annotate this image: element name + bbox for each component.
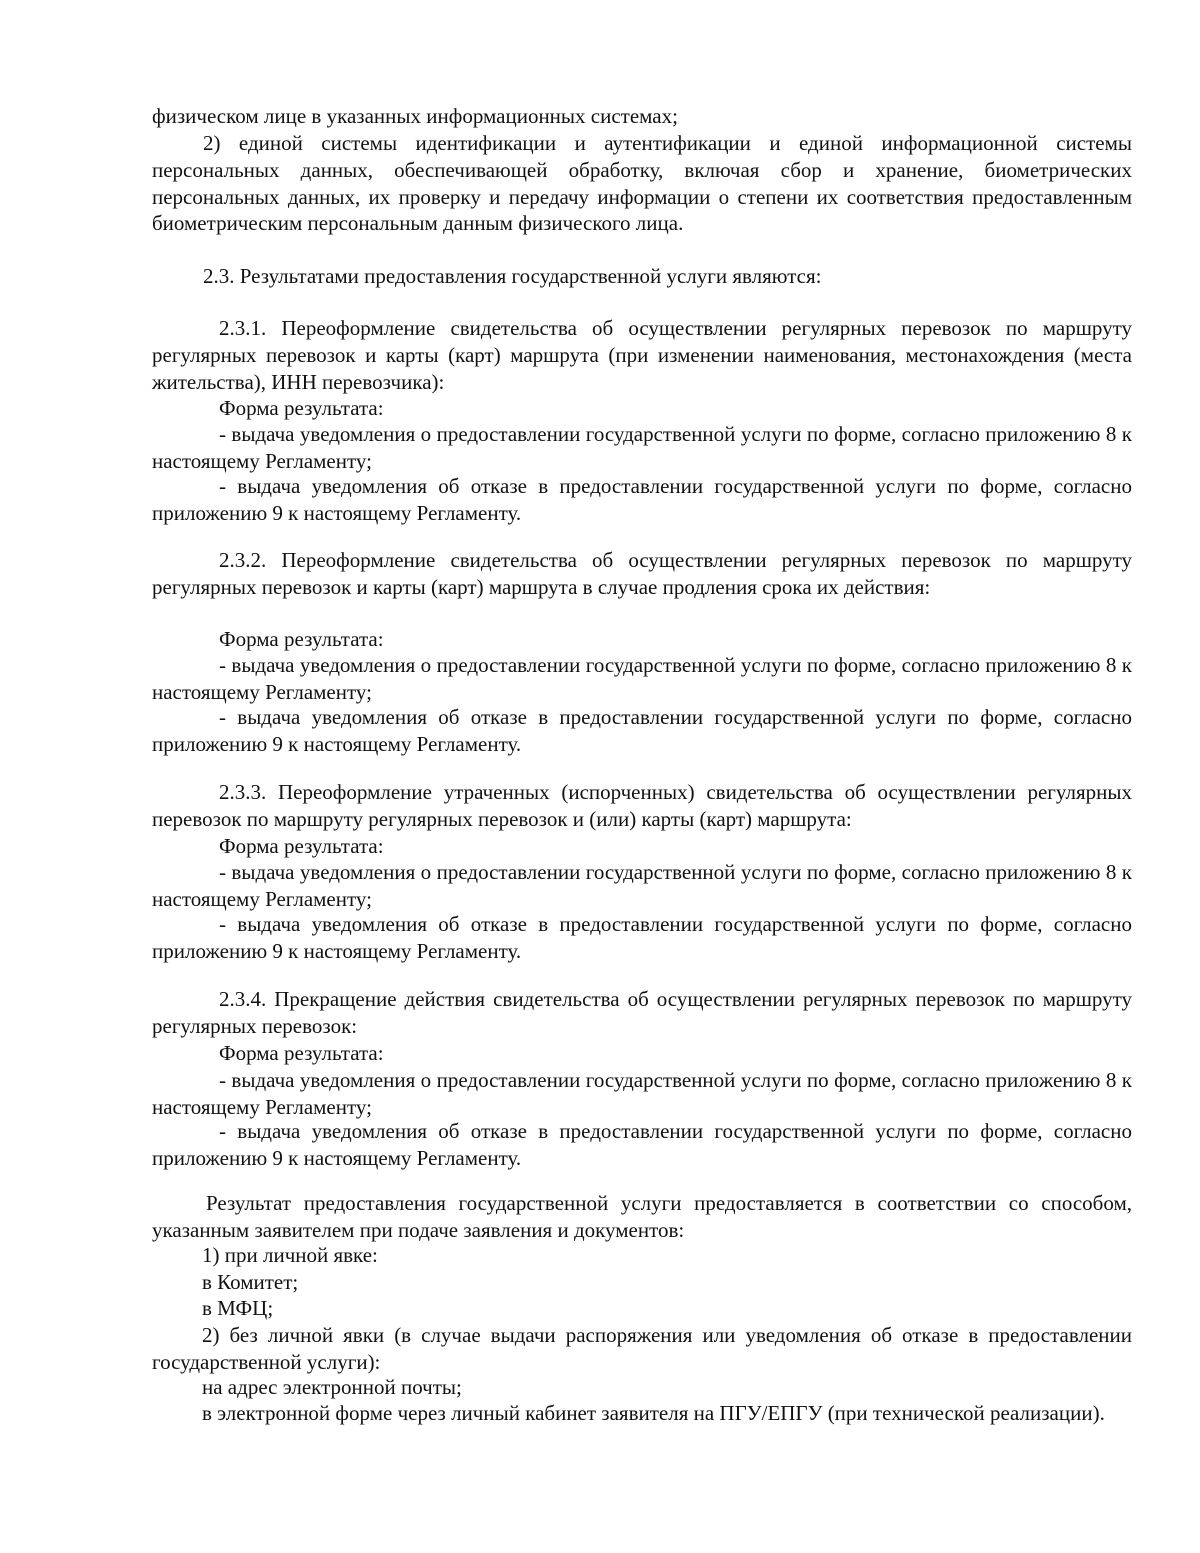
delivery-option-2: 2) без личной явки (в случае выдачи распоряжения или уведомления об отказе в предоставлении государственной услуги):	[152, 1323, 1132, 1374]
section-2-3-2: 2.3.2. Переоформление свидетельства об осуществлении регулярных перевозок по маршруту регулярных перевозок и карты (карт) маршрута в случае продления срока их действия:	[152, 548, 1132, 599]
section-2-3-1: 2.3.1. Переоформление свидетельства об осуществлении регулярных перевозок по маршруту регулярных перевозок и карты (карт) маршрута (при изменении наименования, местонахождения (места жительства), ИНН перевозчика):	[152, 316, 1132, 394]
result-notice-granted: - выдача уведомления о предоставлении государственной услуги по форме, согласно приложению 8 к настоящему Регламенту;	[152, 860, 1132, 911]
result-notice-refused: - выдача уведомления об отказе в предоставлении государственной услуги по форме, согласно приложению 9 к настоящему Регламенту.	[152, 705, 1132, 756]
result-notice-granted: - выдача уведомления о предоставлении государственной услуги по форме, согласно приложению 8 к настоящему Регламенту;	[152, 1068, 1132, 1119]
paragraph-item-2: 2) единой системы идентификации и аутентификации и единой информационной системы персональных данных, обеспечивающей обработку, включая сбор и хранение, биометрических персональных данных, их проверку и передачу информации о степени их соответствия предоставленным биометрическим персональным данным физического лица.	[152, 131, 1132, 236]
section-2-3-heading: 2.3. Результатами предоставления государственной услуги являются:	[203, 264, 822, 288]
result-notice-refused: - выдача уведомления об отказе в предоставлении государственной услуги по форме, согласно приложению 9 к настоящему Регламенту.	[152, 1119, 1132, 1170]
result-notice-refused: - выдача уведомления об отказе в предоставлении государственной услуги по форме, согласно приложению 9 к настоящему Регламенту.	[152, 912, 1132, 963]
form-result-label: Форма результата:	[219, 396, 384, 420]
section-2-3-4: 2.3.4. Прекращение действия свидетельства об осуществлении регулярных перевозок по маршруту регулярных перевозок:	[152, 987, 1132, 1038]
paragraph-continuation: физическом лице в указанных информационных системах;	[152, 104, 678, 128]
result-notice-refused: - выдача уведомления об отказе в предоставлении государственной услуги по форме, согласно приложению 9 к настоящему Регламенту.	[152, 474, 1132, 525]
result-notice-granted: - выдача уведомления о предоставлении государственной услуги по форме, согласно приложению 8 к настоящему Регламенту;	[152, 422, 1132, 473]
delivery-email: на адрес электронной почты;	[202, 1375, 462, 1399]
delivery-committee: в Комитет;	[202, 1270, 299, 1294]
delivery-option-1: 1) при личной явке:	[202, 1243, 378, 1267]
form-result-label: Форма результата:	[219, 627, 384, 651]
result-notice-granted: - выдача уведомления о предоставлении государственной услуги по форме, согласно приложению 8 к настоящему Регламенту;	[152, 653, 1132, 704]
result-delivery-paragraph: Результат предоставления государственной услуги предоставляется в соответствии со способом, указанным заявителем при подаче заявления и документов:	[152, 1191, 1132, 1242]
section-2-3-3: 2.3.3. Переоформление утраченных (испорченных) свидетельства об осуществлении регулярных перевозок по маршруту регулярных перевозок и (или) карты (карт) маршрута:	[152, 780, 1132, 831]
delivery-mfc: в МФЦ;	[202, 1296, 274, 1320]
form-result-label: Форма результата:	[219, 1041, 384, 1065]
delivery-electronic: в электронной форме через личный кабинет заявителя на ПГУ/ЕПГУ (при технической реализации).	[202, 1401, 1105, 1425]
form-result-label: Форма результата:	[219, 834, 384, 858]
